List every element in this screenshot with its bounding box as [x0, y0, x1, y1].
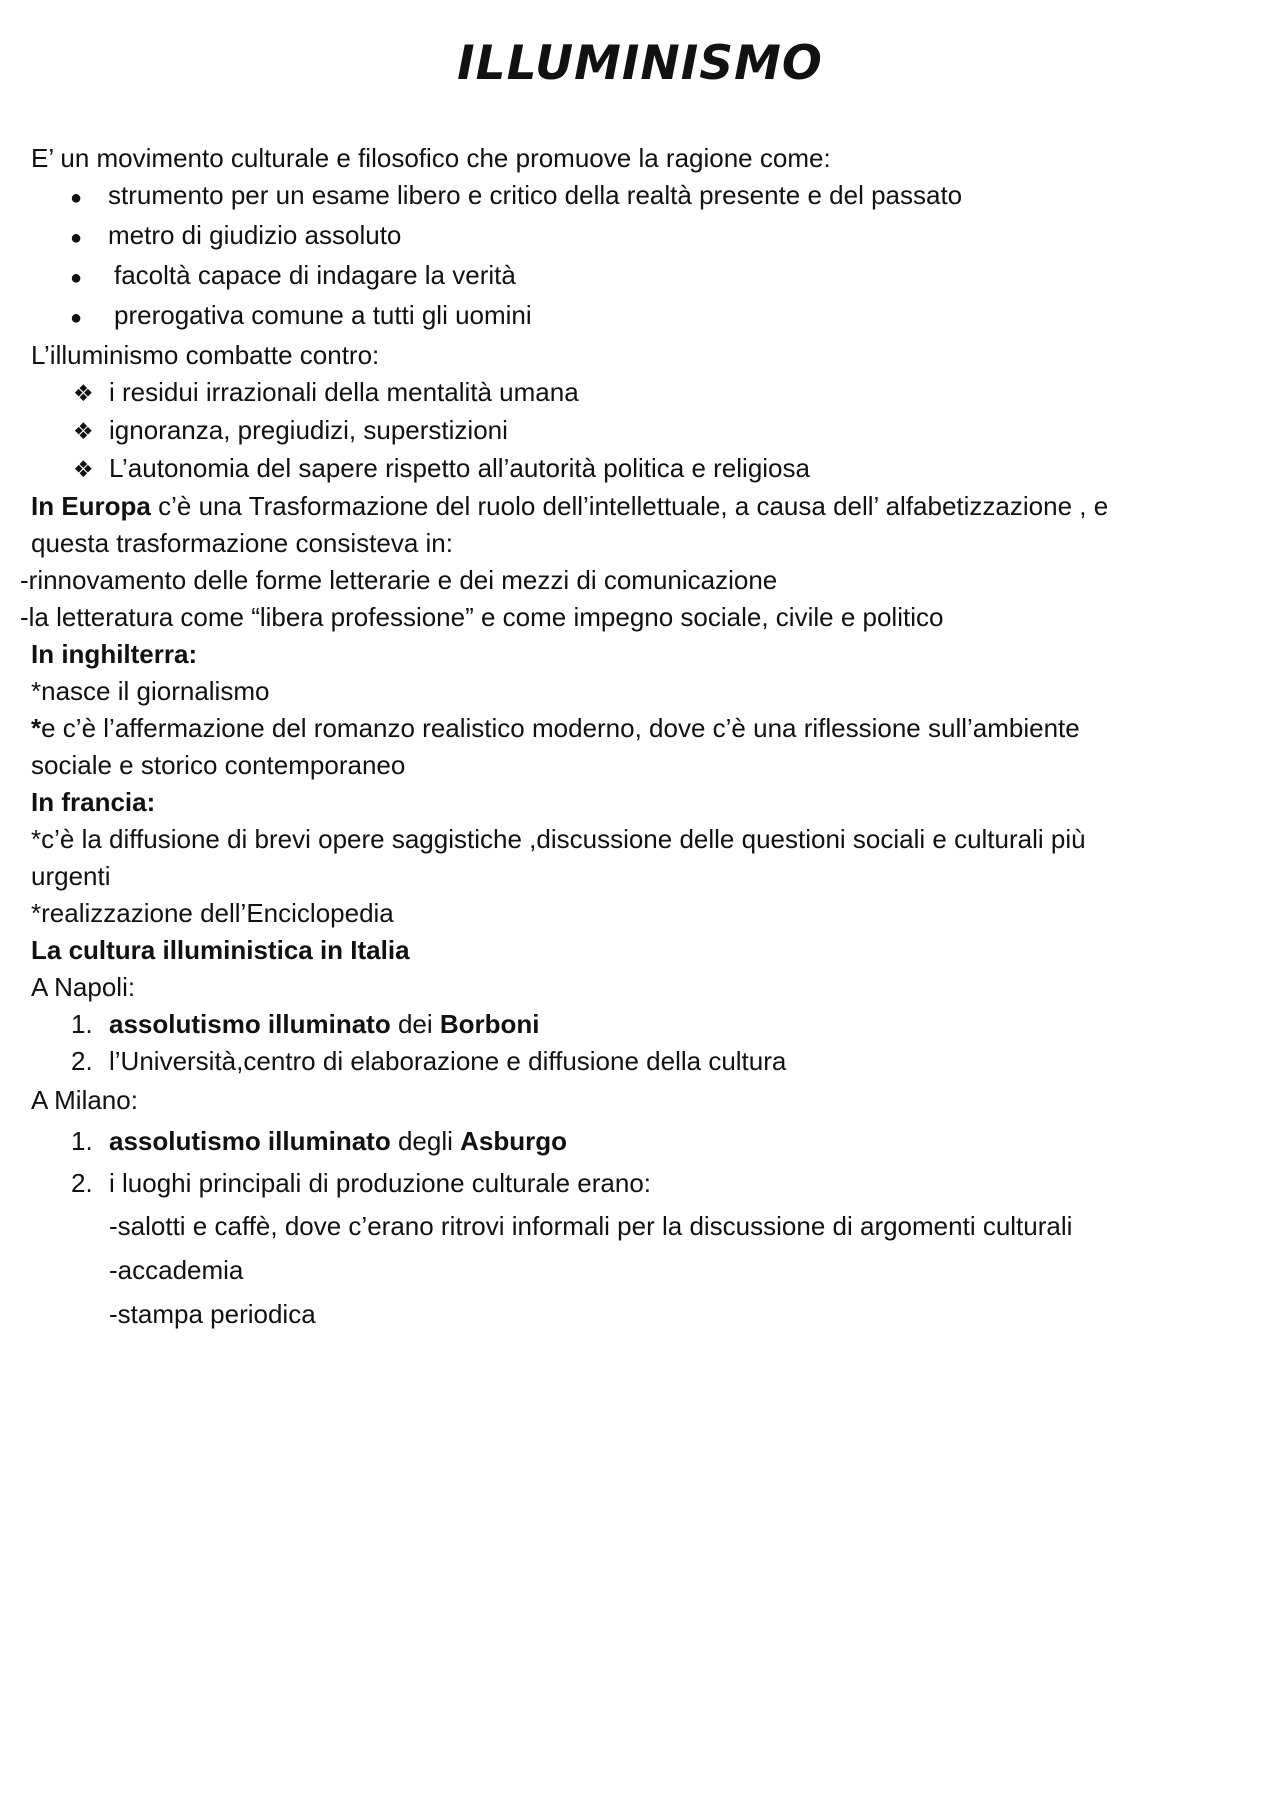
napoli-heading: A Napoli:	[31, 972, 136, 1002]
bold-text: assolutismo illuminato	[109, 1009, 391, 1039]
combat-heading: L’illuminismo combatte contro:	[31, 340, 380, 370]
combat-list	[0, 374, 1280, 488]
milano-place: -stampa periodica	[109, 1299, 316, 1329]
page-title: ILLUMINISMO	[457, 36, 823, 91]
intro-text: E’ un movimento culturale e filosofico che promuove la ragione come:	[31, 143, 831, 173]
europe-paragraph	[0, 488, 1280, 525]
list-number: 1.	[71, 1126, 93, 1156]
list-item-text: ignoranza, pregiudizi, superstizioni	[109, 415, 508, 445]
list-item-text: metro di giudizio assoluto	[108, 220, 402, 250]
reason-list	[0, 177, 1280, 337]
list-item-text: i luoghi principali di produzione culturale erano:	[109, 1168, 652, 1198]
list-item	[0, 1162, 1280, 1204]
list-item-text: prerogativa comune a tutti gli uomini	[114, 300, 532, 330]
diamond-bullet-icon: ❖	[73, 380, 94, 406]
list-item	[0, 412, 1280, 450]
europe-dash-item: -la letteratura come “libera professione” e come impegno sociale, civile e politico	[20, 602, 944, 632]
bold-text: Borboni	[439, 1009, 540, 1039]
france-heading: In francia:	[31, 787, 156, 817]
europe-dash-item: -rinnovamento delle forme letterarie e dei mezzi di comunicazione	[20, 565, 778, 595]
bullet-dot-icon: ●	[70, 227, 83, 249]
list-number: 2.	[71, 1046, 93, 1076]
list-item	[0, 1043, 1280, 1080]
bullet-dot-icon: ●	[70, 267, 83, 289]
bullet-dot-icon: ●	[70, 307, 83, 329]
england-item	[0, 710, 1280, 747]
england-star: *	[31, 713, 42, 743]
milano-place: -accademia	[109, 1255, 244, 1285]
diamond-bullet-icon: ❖	[73, 418, 94, 444]
england-item: *nasce il giornalismo	[31, 676, 270, 706]
milano-place: -salotti e caffè, dove c’erano ritrovi informali per la discussione di argomenti culturali	[109, 1211, 1073, 1241]
france-item: *realizzazione dell’Enciclopedia	[31, 898, 394, 928]
milano-heading: A Milano:	[31, 1085, 138, 1115]
list-item-text: facoltà capace di indagare la verità	[114, 260, 516, 290]
bold-text: Asburgo	[460, 1126, 567, 1156]
list-item-text	[109, 1006, 540, 1043]
italy-heading: La cultura illuministica in Italia	[31, 935, 410, 965]
list-item-text: L’autonomia del sapere rispetto all’autorità politica e religiosa	[109, 453, 810, 483]
list-item	[0, 1120, 1280, 1162]
list-item	[0, 297, 1280, 337]
list-item	[0, 450, 1280, 488]
france-item-cont: urgenti	[31, 861, 111, 891]
milano-list	[0, 1120, 1280, 1336]
europe-lead: In Europa	[31, 491, 151, 521]
england-item-text: e c’è l’affermazione del romanzo realistico moderno, dove c’è una riflessione sull’ambiente	[41, 713, 1080, 743]
list-item	[0, 374, 1280, 412]
list-item	[0, 177, 1280, 217]
england-heading: In inghilterra:	[31, 639, 198, 669]
europe-text: c’è una Trasformazione del ruolo dell’intellettuale, a causa dell’ alfabetizzazione , e	[150, 491, 1109, 521]
list-item	[0, 257, 1280, 297]
plain-text: dei	[390, 1009, 440, 1039]
france-item: *c’è la diffusione di brevi opere saggistiche ,discussione delle questioni sociali e culturali più	[31, 824, 1086, 854]
plain-text: degli	[390, 1126, 461, 1156]
england-item-cont: sociale e storico contemporaneo	[31, 750, 406, 780]
bold-text: assolutismo illuminato	[109, 1126, 391, 1156]
list-item-text	[109, 1120, 567, 1162]
list-number: 1.	[71, 1009, 93, 1039]
diamond-bullet-icon: ❖	[73, 456, 94, 482]
bullet-dot-icon: ●	[70, 187, 83, 209]
list-item	[0, 217, 1280, 257]
list-item	[0, 1006, 1280, 1043]
list-item-text: l’Università,centro di elaborazione e diffusione della cultura	[109, 1046, 787, 1076]
list-item-text: i residui irrazionali della mentalità umana	[109, 377, 579, 407]
napoli-list	[0, 1006, 1280, 1080]
europe-text-cont: questa trasformazione consisteva in:	[31, 528, 453, 558]
list-number: 2.	[71, 1168, 93, 1198]
list-item-text: strumento per un esame libero e critico della realtà presente e del passato	[108, 180, 963, 210]
document-body	[0, 140, 1280, 1336]
